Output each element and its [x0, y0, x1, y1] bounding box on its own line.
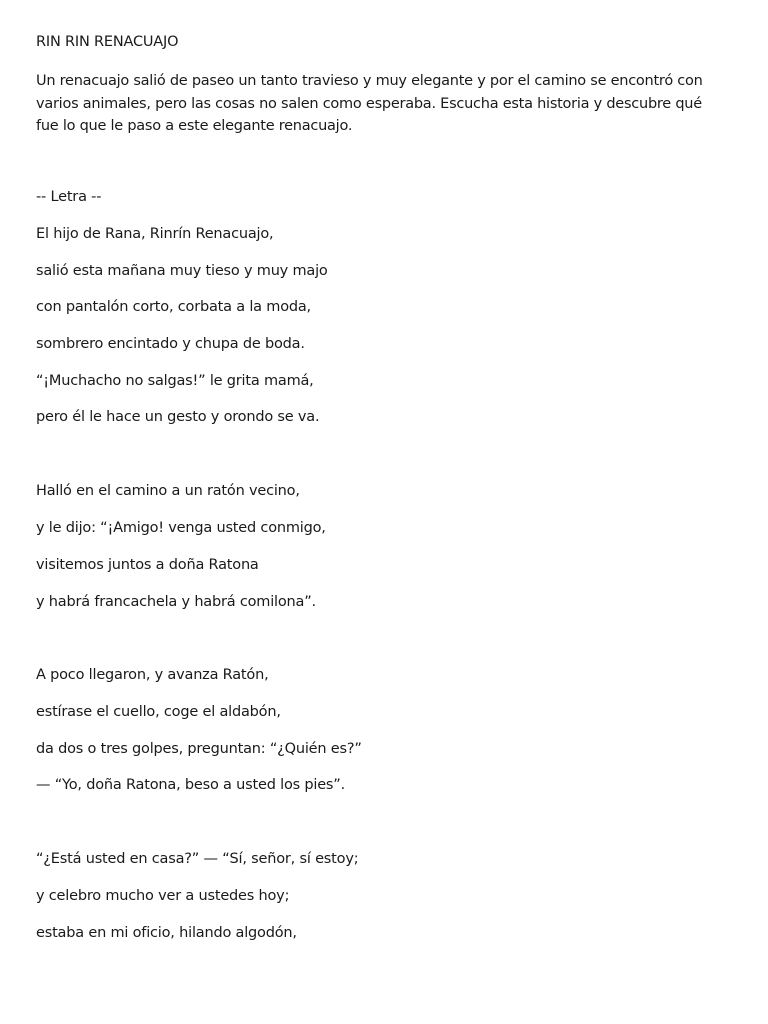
lyric-line: “¡Muchacho no salgas!” le grita mamá,	[36, 373, 314, 389]
lyrics-header: -- Letra --	[36, 189, 102, 205]
lyric-line: El hijo de Rana, Rinrín Renacuajo,	[36, 226, 274, 242]
lyric-line: y habrá francachela y habrá comilona”.	[36, 594, 316, 610]
lyric-line: estaba en mi oficio, hilando algodón,	[36, 925, 297, 941]
lyric-line: sombrero encintado y chupa de boda.	[36, 336, 305, 352]
lyric-line: visitemos juntos a doña Ratona	[36, 557, 259, 573]
lyric-line: Halló en el camino a un ratón vecino,	[36, 483, 300, 499]
lyric-line: estírase el cuello, coge el aldabón,	[36, 704, 281, 720]
lyric-line: y le dijo: “¡Amigo! venga usted conmigo,	[36, 520, 326, 536]
lyric-line: y celebro mucho ver a ustedes hoy;	[36, 888, 290, 904]
lyric-line: pero él le hace un gesto y orondo se va.	[36, 409, 320, 425]
lyric-line: da dos o tres golpes, preguntan: “¿Quién es?”	[36, 741, 362, 757]
lyric-line: A poco llegaron, y avanza Ratón,	[36, 667, 269, 683]
lyric-line: con pantalón corto, corbata a la moda,	[36, 299, 311, 315]
lyric-line: “¿Está usted en casa?” — “Sí, señor, sí estoy;	[36, 851, 359, 867]
document-title: RIN RIN RENACUAJO	[36, 34, 179, 50]
lyric-line: salió esta mañana muy tieso y muy majo	[36, 263, 328, 279]
lyric-line: — “Yo, doña Ratona, beso a usted los pies”.	[36, 777, 346, 793]
intro-paragraph: Un renacuajo salió de paseo un tanto travieso y muy elegante y por el camino se encontró con varios animales, pero las cosas no salen como esperaba. Escucha esta historia y descubre qué fue lo que le paso a este elegante renacuajo.	[36, 73, 703, 134]
